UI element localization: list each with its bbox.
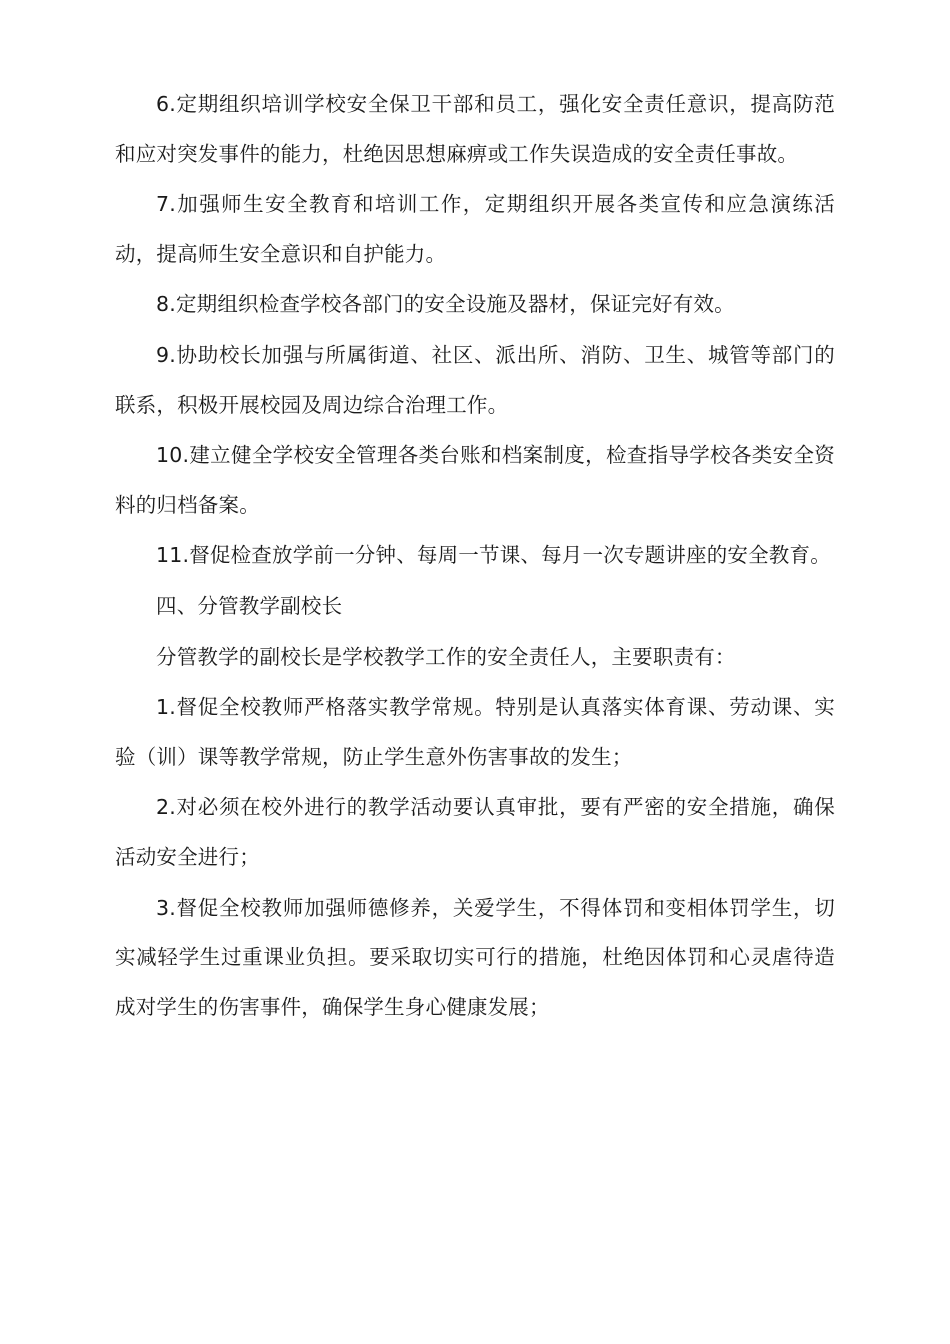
section-intro: 分管教学的副校长是学校教学工作的安全责任人，主要职责有： <box>156 644 736 669</box>
paragraph-item-7: 7.加强师生安全教育和培训工作，定期组织开展各类宣传和应急演练活动，提高师生安全意识和自护能力。 <box>115 192 835 266</box>
paragraph-item-10: 10.建立健全学校安全管理各类台账和档案制度，检查指导学校各类安全资料的归档备案。 <box>115 443 835 517</box>
section-heading: 四、分管教学副校长 <box>156 593 343 618</box>
section-item-1: 1.督促全校教师严格落实教学常规。特别是认真落实体育课、劳动课、实验（训）课等教学常规，防止学生意外伤害事故的发生； <box>115 695 835 769</box>
paragraph-item-11: 11.督促检查放学前一分钟、每周一节课、每月一次专题讲座的安全教育。 <box>156 543 831 568</box>
paragraph-item-9: 9.协助校长加强与所属街道、社区、派出所、消防、卫生、城管等部门的联系，积极开展校园及周边综合治理工作。 <box>115 342 835 417</box>
section-item-3: 3.督促全校教师加强师德修养，关爱学生，不得体罚和变相体罚学生，切实减轻学生过重课业负担。要采取切实可行的措施，杜绝因体罚和心灵虐待造成对学生的伤害事件，确保学生身心健康发展； <box>115 895 835 1019</box>
paragraph-item-6: 6.定期组织培训学校安全保卫干部和员工，强化安全责任意识，提高防范和应对突发事件的能力，杜绝因思想麻痹或工作失误造成的安全责任事故。 <box>115 92 835 166</box>
paragraph-item-8: 8.定期组织检查学校各部门的安全设施及器材，保证完好有效。 <box>156 292 735 317</box>
section-item-2: 2.对必须在校外进行的教学活动要认真审批，要有严密的安全措施，确保活动安全进行； <box>115 795 835 869</box>
document-body <box>115 80 835 1033</box>
